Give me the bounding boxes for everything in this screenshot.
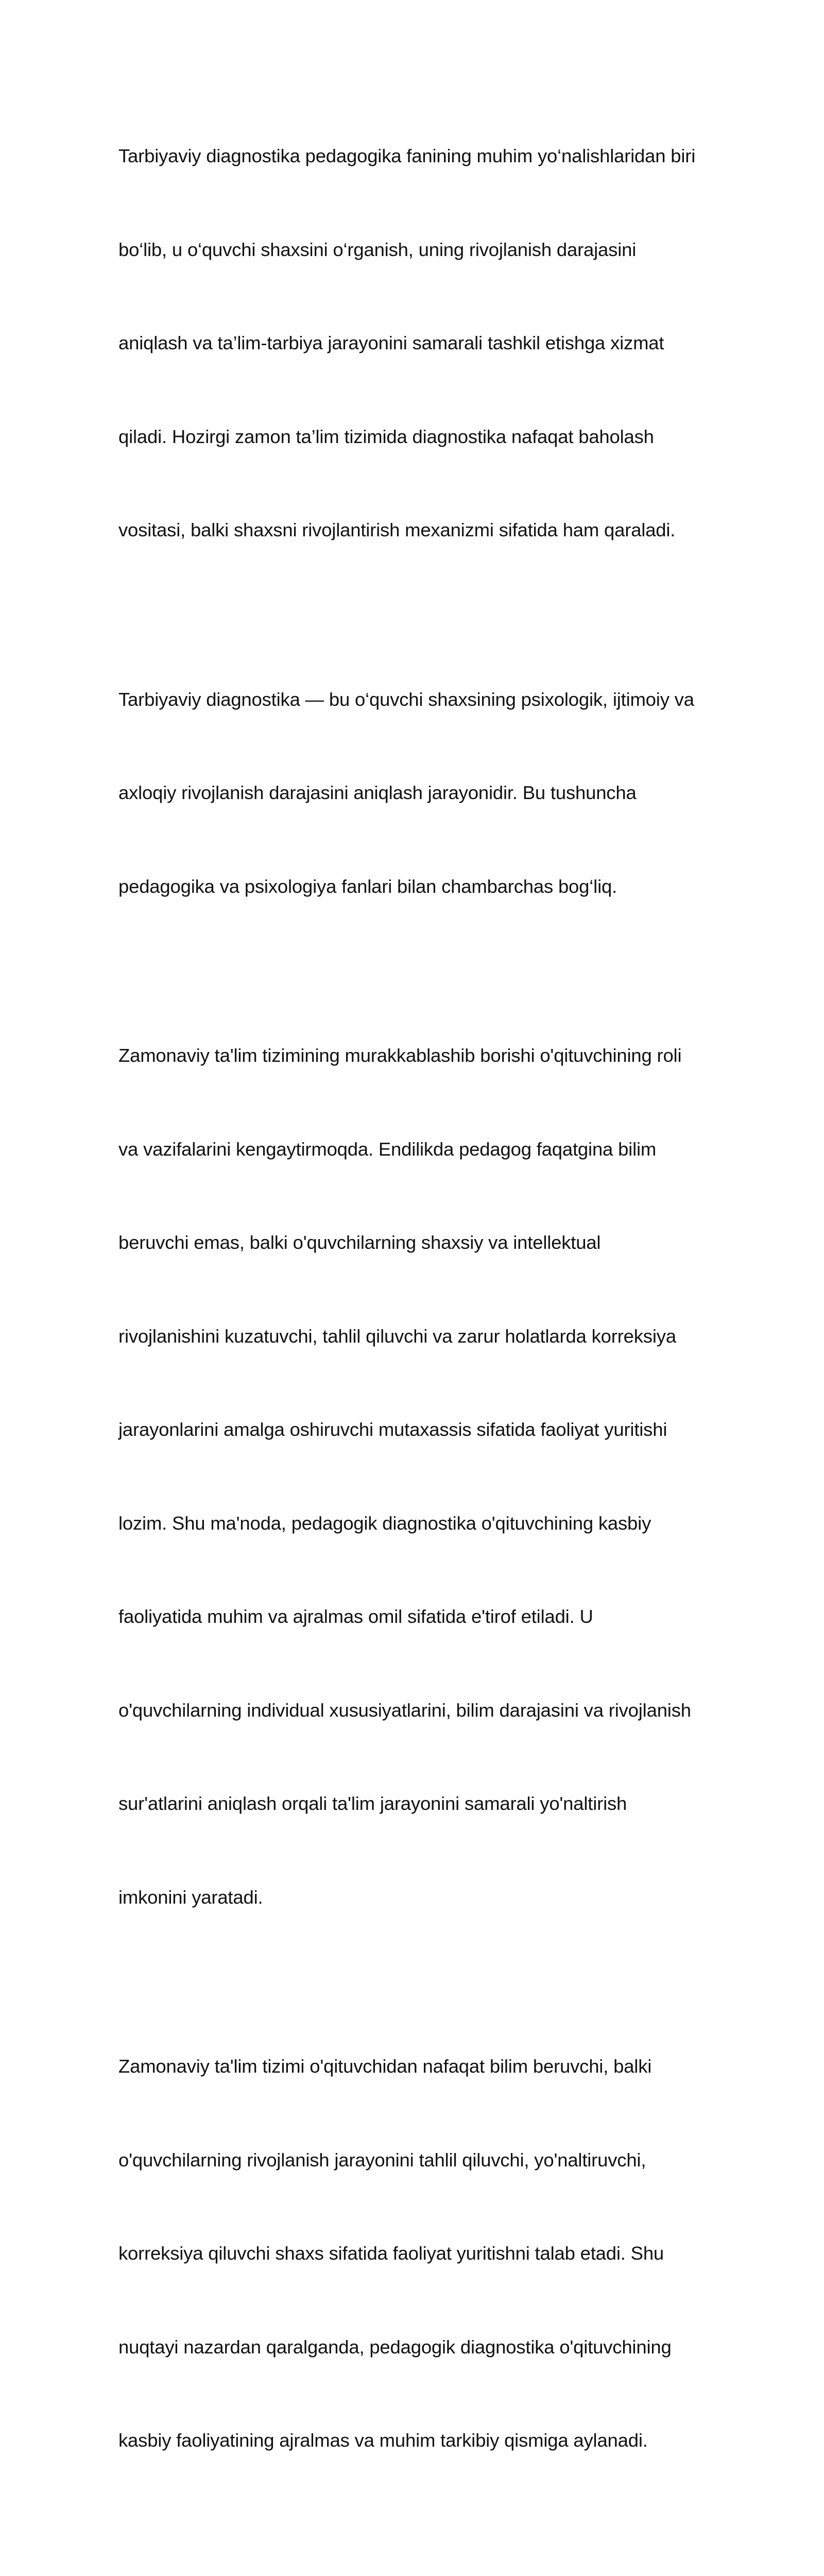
paragraph-4 (118, 1989, 770, 2519)
text-line: bo‘lib, u o‘quvchi shaxsini o‘rganish, uning rivojlanish darajasini (118, 239, 637, 260)
text-line: pedagogika va psixologiya fanlari bilan chambarchas bog‘liq. (118, 875, 617, 897)
text-line: Zamonaviy ta'lim tizimi o'qituvchidan nafaqat bilim beruvchi, balki (118, 2056, 652, 2077)
text-line: o'quvchilarning individual xususiyatlarini, bilim darajasini va rivojlanish (118, 1699, 691, 1721)
text-line: rivojlanishini kuzatuvchi, tahlil qiluvchi va zarur holatlarda korreksiya (118, 1325, 676, 1347)
text-line: faoliyatida muhim va ajralmas omil sifatida e'tirof etiladi. U (118, 1606, 593, 1627)
text-line: va vazifalarini kengaytirmoqda. Endilikda pedagog faqatgina bilim (118, 1138, 657, 1160)
text-line: o'quvchilarning rivojlanish jarayonini tahlil qiluvchi, yo'naltiruvchi, (118, 2149, 646, 2171)
text-line: Zamonaviy ta'lim tizimining murakkablashib borishi o'qituvchining roli (118, 1045, 682, 1066)
paragraph-1 (118, 78, 770, 608)
paragraph-2 (118, 622, 770, 965)
text-line: beruvchi emas, balki o'quvchilarning shaxsiy va intellektual (118, 1232, 601, 1253)
text-line: vositasi, balki shaxsni rivojlantirish mexanizmi sifatida ham qaraladi. (118, 519, 676, 540)
paragraph-3 (118, 978, 770, 1975)
text-line: lozim. Shu ma'noda, pedagogik diagnostika o'qituvchining kasbiy (118, 1512, 651, 1534)
text-line: jarayonlarini amalga oshiruvchi mutaxassis sifatida faoliyat yuritishi (118, 1419, 667, 1440)
text-line: Tarbiyaviy diagnostika — bu o‘quvchi shaxsining psixologik, ijtimoiy va (118, 688, 694, 710)
text-line: sur'atlarini aniqlash orqali ta'lim jarayonini samarali yo'naltirish (118, 1793, 627, 1814)
text-line: aniqlash va ta’lim-tarbiya jarayonini samarali tashkil etishga xizmat (118, 332, 664, 353)
text-line: imkonini yaratadi. (118, 1886, 263, 1908)
document-body (118, 78, 770, 2576)
text-line: qiladi. Hozirgi zamon ta’lim tizimida diagnostika nafaqat baholash (118, 426, 654, 447)
text-line: korreksiya qiluvchi shaxs sifatida faoliyat yuritishni talab etadi. Shu (118, 2243, 664, 2264)
text-line: axloqiy rivojlanish darajasini aniqlash jarayonidir. Bu tushuncha (118, 782, 637, 803)
text-line: nuqtayi nazardan qaralganda, pedagogik diagnostika o'qituvchining (118, 2336, 672, 2358)
text-line: Tarbiyaviy diagnostika pedagogika fanining muhim yo‘nalishlaridan biri (118, 145, 696, 166)
text-line: kasbiy faoliyatining ajralmas va muhim tarkibiy qismiga aylanadi. (118, 2430, 648, 2451)
